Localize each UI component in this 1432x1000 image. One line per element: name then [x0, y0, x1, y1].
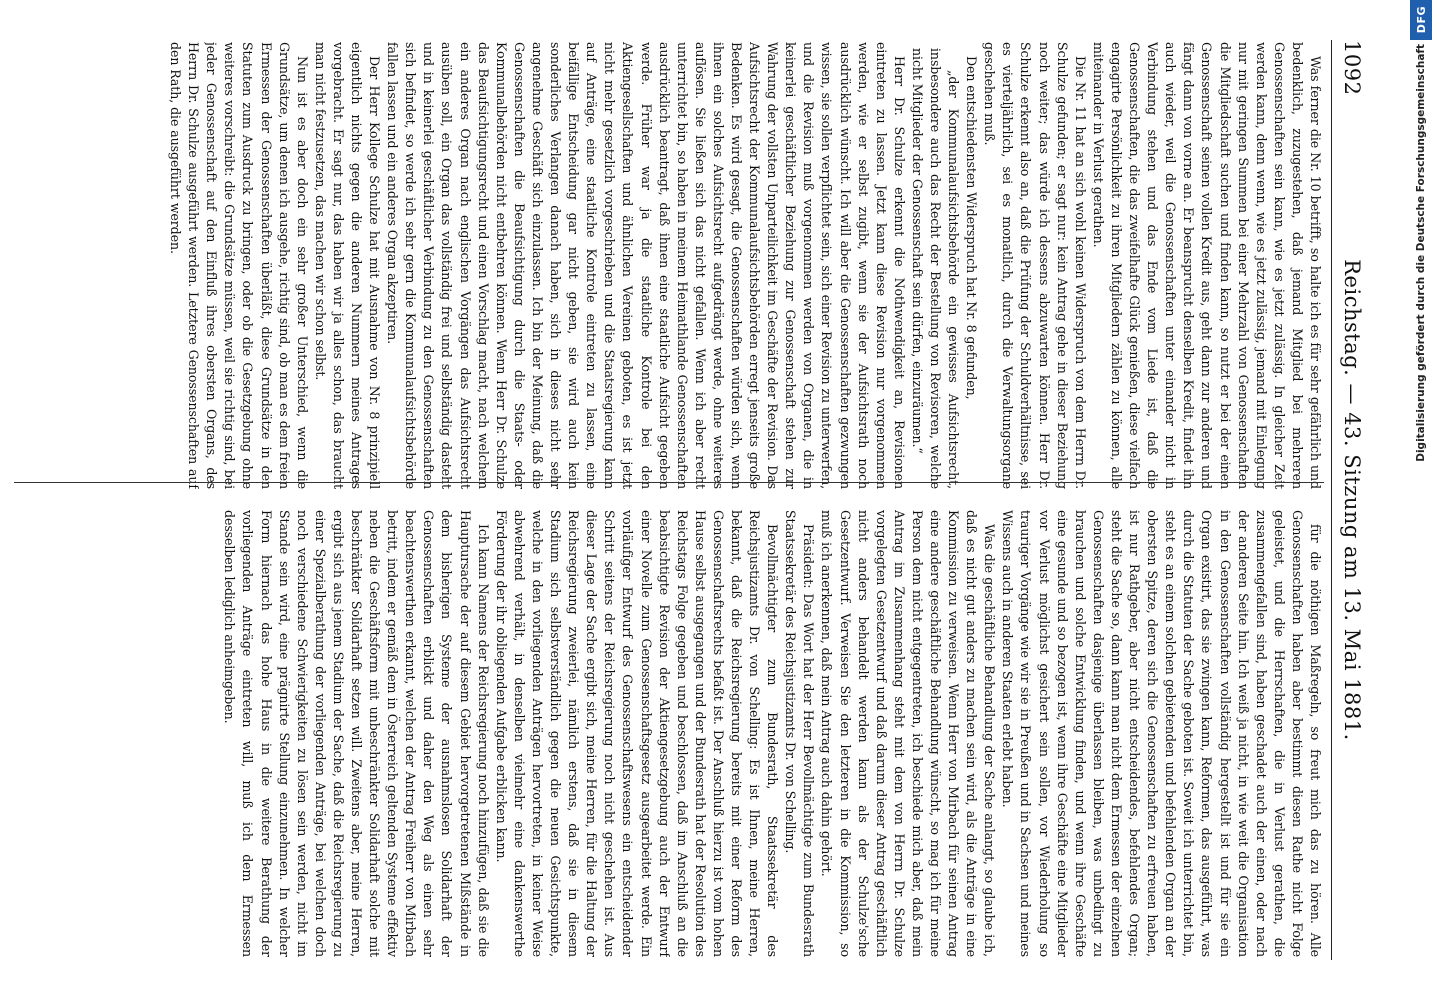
header-rule: [1331, 40, 1332, 960]
column-divider: [14, 482, 1324, 483]
text-column-right: [6, 510, 1324, 957]
paragraph: für die nöthigen Maßregeln, so freut mich das zu hören. Alle Genossenschaften haben aber bestimmt diesen Rathe nicht Folge geleistet, und die Herrschaften, die in Verlust gerathen, die zusammengefallen sind, haben geschadet auch der einen, oder nach der anderen Seite hin. Ich weiß ja nicht, in wie weit die Organisation in den Genossenschaften vollständig hergestellt ist und für sie ein Organ existirt, das sie zwingen kann, Reformen, das ausgeführt, was durch die Statuten der Sache geboten ist. Soweit ich unterrichtet bin, steht es an einem solchen gebietenden und befehlenden Organ an der obersten Spitze, deren sich die Genossenschaften zu erfreuen haben, ist nur Rathgeber, aber nicht entscheidendes, befehlendes Organ; steht die Sache so, dann kann man nicht dem Ermessen der einzelnen Genossenschaften dasjenige überlassen bleiben, was unbedingt zu brauchen und solche Entwicklung finden, und wenn ihre Geschäfte eine gesunde und so bezogen ist, wenn ihre Geschäfte eine Mitglieder vor Verlust möglichst gesichert sein sollen, vor Wiederholung so trauriger Vorgänge wie wir sie in Preußen und in Sachsen und meines Wissens auch in anderen Staaten erlebt haben.: [1000, 510, 1323, 957]
paragraph: Bevollmächtigter zum Bundesrath, Staatssekretär des Reichsjustizamts Dr. von Schelling: Es ist Ihnen, meine Herren, bekannt, daß die Reichsregierung bereits mit einer Reform des Genossenschaftsrechts befaßt ist. Der Anschluß hierzu ist vom hohen Hause selbst ausgegangen und der Bundesrath hat der Resolution des Reichstags Folge gegeben und beschlossen, daß im Anschluß an die beabsichtigte Revision der Aktiengesetzgebung auch der Entwurf einer Novelle zum Genossenschaftsgesetz ausgearbeitet werde. Ein vorläufiger Entwurf des Genossenschaftswesens ein entscheidender Schritt seitens der Reichsregierung noch nicht geschehen ist. Aus dieser Lage der Sache ergibt sich, meine Herren, für die Haltung der Reichsregierung zweierlei, nämlich erstens, daß sie in diesem Stadium sich selbstverständlich gegen die neuen Gesichtspunkte, welche in den vorliegenden Anträgen hervortreten, in keiner Weise abwehrend verhält, in denselben vielmehr eine dankenswerthe Förderung der ihr obliegenden Aufgabe erblicken kann.: [493, 510, 781, 957]
paragraph: Was ferner die Nr. 10 betrifft, so halte ich es für sehr gefährlich und bedenklich, zuzugestehen, daß jemand Mitglied bei mehreren Genossenschaften sein kann, wie es jetzt zulässig. In gleicher Zeit werden kann, denn wenn, wie es jetzt zulässig, jemand mit Einlegung nur mit geringen Summen bei einer Mehrzahl von Genossenschaften die Mitgliedschaft suchen und finden kann, so nutzt er bei der einen Genossenschaft seinen vollen Kredit aus, geht dann zur anderen und fängt dann von vorne an. Er beansprucht denselben Kredit, findet ihn auch wieder, weil die Genossenschaften unter einander nicht in Verbindung stehen und das Ende vom Liede ist, daß die Genossenschaften, die das zweifelhafte Glück genießen, diese vielfach engagirte Persönlichkeit zu ihren Mitgliedern zählen zu können, alle miteinander in Verlust gerathen.: [1090, 42, 1323, 489]
page-number: 1092: [1340, 40, 1364, 96]
dfg-logo-text: DFG: [1414, 6, 1428, 34]
paragraph: Was die geschäftliche Behandlung der Sache anlangt, so glaube ich, daß es nicht gut anders zu machen sein wird, als die Anträge in eine Kommission zu verweisen. Wenn Herr von Mirbach für seinen Antrag eine andere geschäftliche Behandlung wünscht, so mag ich für meine Person dem nicht entgegentreten, ich beschiede mich aber, daß mein Antrag im Zusammenhang steht mit dem von Herrn Dr. Schulze vorgelegten Gesetzentwurf und daß darum dieser Antrag geschäftlich nicht anders behandelt werden kann als der Schulze'sche Gesetzentwurf. Verweisen Sie den letzteren in die Kommission, so muß ich anerkennen, daß mein Antrag auch dahin gehört.: [819, 510, 998, 957]
paragraph: Ich kann Namens der Reichsregierung noch hinzufügen, daß sie die Hauptursache der auf diesem Gebiet hervorgetretenen Mißstände in dem bisherigen Systeme der ausnahmslosen Solidarhaft der Genossenschaften erblickt und daher den Weg als einen sehr beachtenswerthen erkannt, welchen der Antrag Freiherr von Mirbach betritt, indem er gemäß dem in Österreich geltenden Systeme effektiv neben die Geschäftsform mit unbeschränkter Solidarhaft solche mit beschränkter Solidarhaft setzen will. Zweitens aber, meine Herren, ergibt sich aus jenem Stadium der Sache, daß die Reichsregierung zu einer Spezialberathung der vorliegenden Anträge, bei welchen doch noch verschiedene Schwierigkeiten zu lösen sein werden, nicht im Stande sein wird, eine prägnirte Stellung einzunehmen. In welcher Form hiernach das hohe Haus in die weitere Berathung der vorliegenden Anträge eintreten will, muß ich dem Ermessen desselben lediglich anheimgeben.: [222, 510, 491, 957]
dfg-logo-icon: [1410, 0, 1432, 40]
paragraph: Die Nr. 11 hat an sich wohl keinen Widerspruch von dem Herrn Dr. Schulze gefunden; er sagt nur: kein Antrag gehe in dieser Beziehung noch weiter; das würde ich dessens abzuwarten können. Herr Dr. Schulze erkennt also an, daß die Prüfung der Schuldverhältnisse, sei es vierteljährlich, sei es monatlich, durch die Verwaltungsorgane geschehen muß.: [982, 42, 1088, 489]
paragraph: Der Herr Kollege Schulze hat mit Ausnahme von Nr. 8 prinzipiell eigentlich nichts gegen die anderen Nummern meines Antrages vorgebracht. Er sagt nur, das haben wir ja alles schon, das braucht man nicht festzusetzen, das machen wir schon selbst.: [312, 42, 383, 489]
paragraph: Präsident: Das Wort hat der Herr Bevollmächtigte zum Bundesrath Staatssekretär des Reichsjustizamts Dr. von Schelling.: [783, 510, 817, 957]
paragraph: Den entschiedensten Widerspruch hat Nr. 8 gefunden,: [964, 56, 980, 400]
running-title: Reichstag. — 43. Sitzung am 13. Mai 1881.: [1340, 259, 1364, 741]
page-header: [1332, 40, 1364, 960]
quoted-paragraph: „der Kommunalaufsichtsbehörde ein gewisses Aufsichtsrecht, insbesondere auch das Recht der Bestellung von Revisoren, welche nicht Mitglieder der Genossenschaft sein dürfen, einzuräumen.“: [909, 48, 962, 489]
paragraph: Nun ist es aber doch ein sehr großer Unterschied, wenn die Grundsätze, um denen ich ausgehe, richtig sind, ob man es dem freien Ermessen der Genossenschaften überläßt, diese Grundsätze in den Statuten zum Ausdruck zu bringen, oder ob die Gesetzgebung ohne weiteres vorschreibt: die Grundsätze müssen, weil sie richtig sind, bei jeder Genossenschaft auf den Einfluß ihres obersten Organs, des Herrn Dr. Schulze ausgeführt werden. Letztere Genossenschaften auf den Rath, die ausgeführt werden.: [168, 42, 310, 489]
paragraph: Herr Dr. Schulze erkennt die Nothwendigkeit an, Revisionen eintreten zu lassen. Jetzt kann diese Revision nur vorgenommen werden, wie er selbst zugibt, wenn sie der Aufsichtsrath noch ausdrücklich wünscht. Ich will aber die Genossenschaften gezwungen wissen, sie sollen verpflichtet sein, sich einer Revision zu unterwerfen, und die Revision muß vorgenommen werden von Organen, die in keinerlei geschäftlicher Beziehung zur Genossenschaft stehen zur Wahrung der vollsten Unparteilichkeit im Geschäfte der Revision. Das Aufsichtsrecht der Kommunalaufsichtsbehörden erregt jenseits große Bedenken. Es wird gesagt, die Genossenschaften würden sich, wenn ihnen ein solches Aufsichtsrecht aufgedrängt werde, ohne weiteres auflösen. Sie ließen sich das nicht gefallen. Wenn ich aber recht unterrichtet bin, so haben in meinem Heimathlande Genossenschaften ausdrücklich beantragt, daß ihnen eine staatliche Aufsicht gegeben werde. Früher war ja die staatliche Kontrole bei den Aktiengesellschaften und ähnlichen Vereinen geboten, es ist jetzt nicht mehr gesetzlich vorgeschrieben und die Staatsregierung kann auf Anträge, eine staatliche Kontrole eintreten zu lassen, eine beifällige Entscheidung gar nicht geben, sie wird auch kein sonderliches Verlangen danach haben, sich in dieses nicht sehr angenehme Geschäft sich einzulassen. Ich bin der Meinung, daß die Genossenschaften die Beaufsichtigung durch die Staats- oder Kommunalbehörden nicht entbehren können. Wenn Herr Dr. Schulze das Beaufsichtigungsrecht und einen Vorschlag macht, nach welchem ein anderes Organ nach englischen Vorgängen das Aufsichtsrecht ausüben soll, ein Organ das vollständig frei und selbständig dasteht und in keinerlei geschäftlicher Verbindung zu den Genossenschaften sich befindet, so werde ich sehr gern die Kommunalaufsichtsbehörde fallen lassen und ein anderes Organ akzeptiren.: [385, 42, 907, 489]
text-column-left: [6, 42, 1324, 489]
credit-text: Digitalisierung gefördert durch die Deutsche Forschungsgemeinschaft: [1415, 44, 1427, 462]
digitization-credit: [1412, 44, 1430, 604]
dfg-side-strip: [1410, 0, 1432, 1000]
